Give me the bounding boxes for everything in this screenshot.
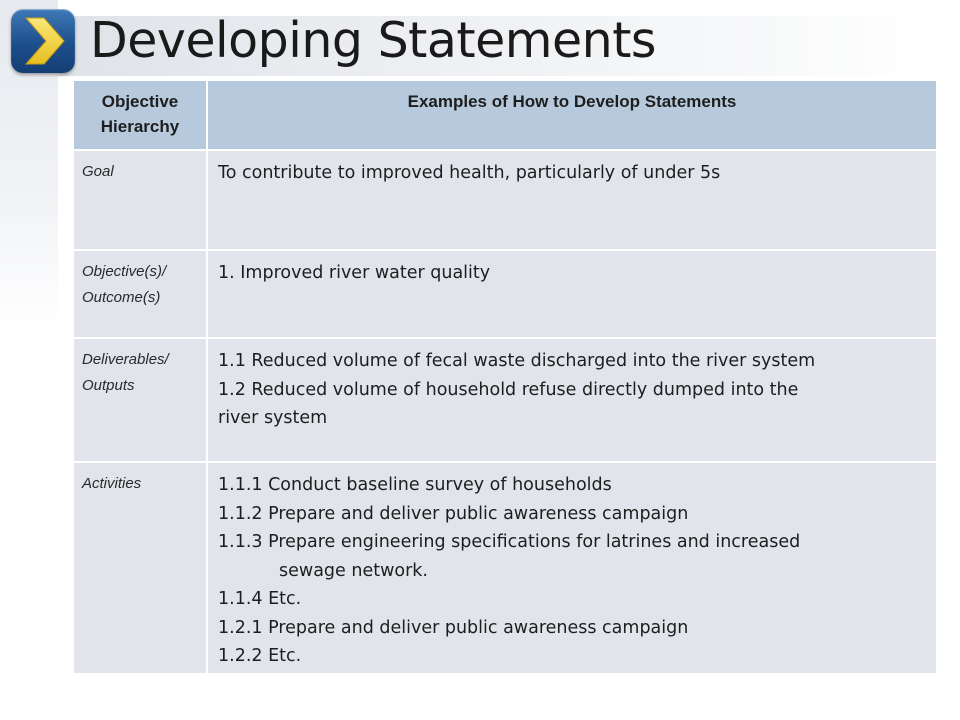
- table-row: [73, 338, 937, 462]
- chevron-right-icon: [11, 9, 75, 73]
- header-objective-hierarchy: [73, 80, 207, 150]
- statement-line: 1. Improved river water quality: [218, 263, 491, 283]
- content-cell: [207, 250, 937, 338]
- content-cell: [207, 462, 937, 674]
- table-row: [73, 150, 937, 250]
- header-line: Hierarchy: [100, 117, 180, 136]
- table-row: [73, 462, 937, 674]
- content-cell: [207, 338, 937, 462]
- statements-table: [72, 79, 936, 675]
- statement-line: 1.1.2 Prepare and deliver public awareness campaign: [218, 503, 689, 524]
- level-cell: Goal: [73, 150, 207, 250]
- statement-line: To contribute to improved health, particularly of under 5s: [218, 163, 721, 183]
- table-row: [73, 250, 937, 338]
- level-cell: Deliverables/ Outputs: [73, 338, 207, 462]
- statement-line: 1.2.1 Prepare and deliver public awareness campaign: [218, 617, 689, 638]
- content-cell: [207, 150, 937, 250]
- table-header-row: [73, 80, 937, 150]
- statement-line: 1.1.3 Prepare engineering specifications for latrines and increased: [218, 532, 801, 552]
- level-cell: Objective(s)/ Outcome(s): [73, 250, 207, 338]
- statement-line: 1.1 Reduced volume of fecal waste discharged into the river system: [218, 351, 816, 371]
- statement-line: river system: [218, 408, 328, 428]
- statement-line: sewage network.: [279, 560, 428, 581]
- statement-line: 1.1.1 Conduct baseline survey of households: [218, 475, 612, 495]
- header-examples: Examples of How to Develop Statements: [207, 80, 937, 150]
- statement-line: 1.2 Reduced volume of household refuse directly dumped into the: [218, 379, 799, 400]
- statement-line: 1.1.4 Etc.: [218, 589, 302, 609]
- page-title: Developing Statements: [90, 12, 656, 69]
- header-line: Objective: [101, 92, 179, 111]
- level-cell: Activities: [73, 462, 207, 674]
- statement-line: 1.2.2 Etc.: [218, 646, 302, 666]
